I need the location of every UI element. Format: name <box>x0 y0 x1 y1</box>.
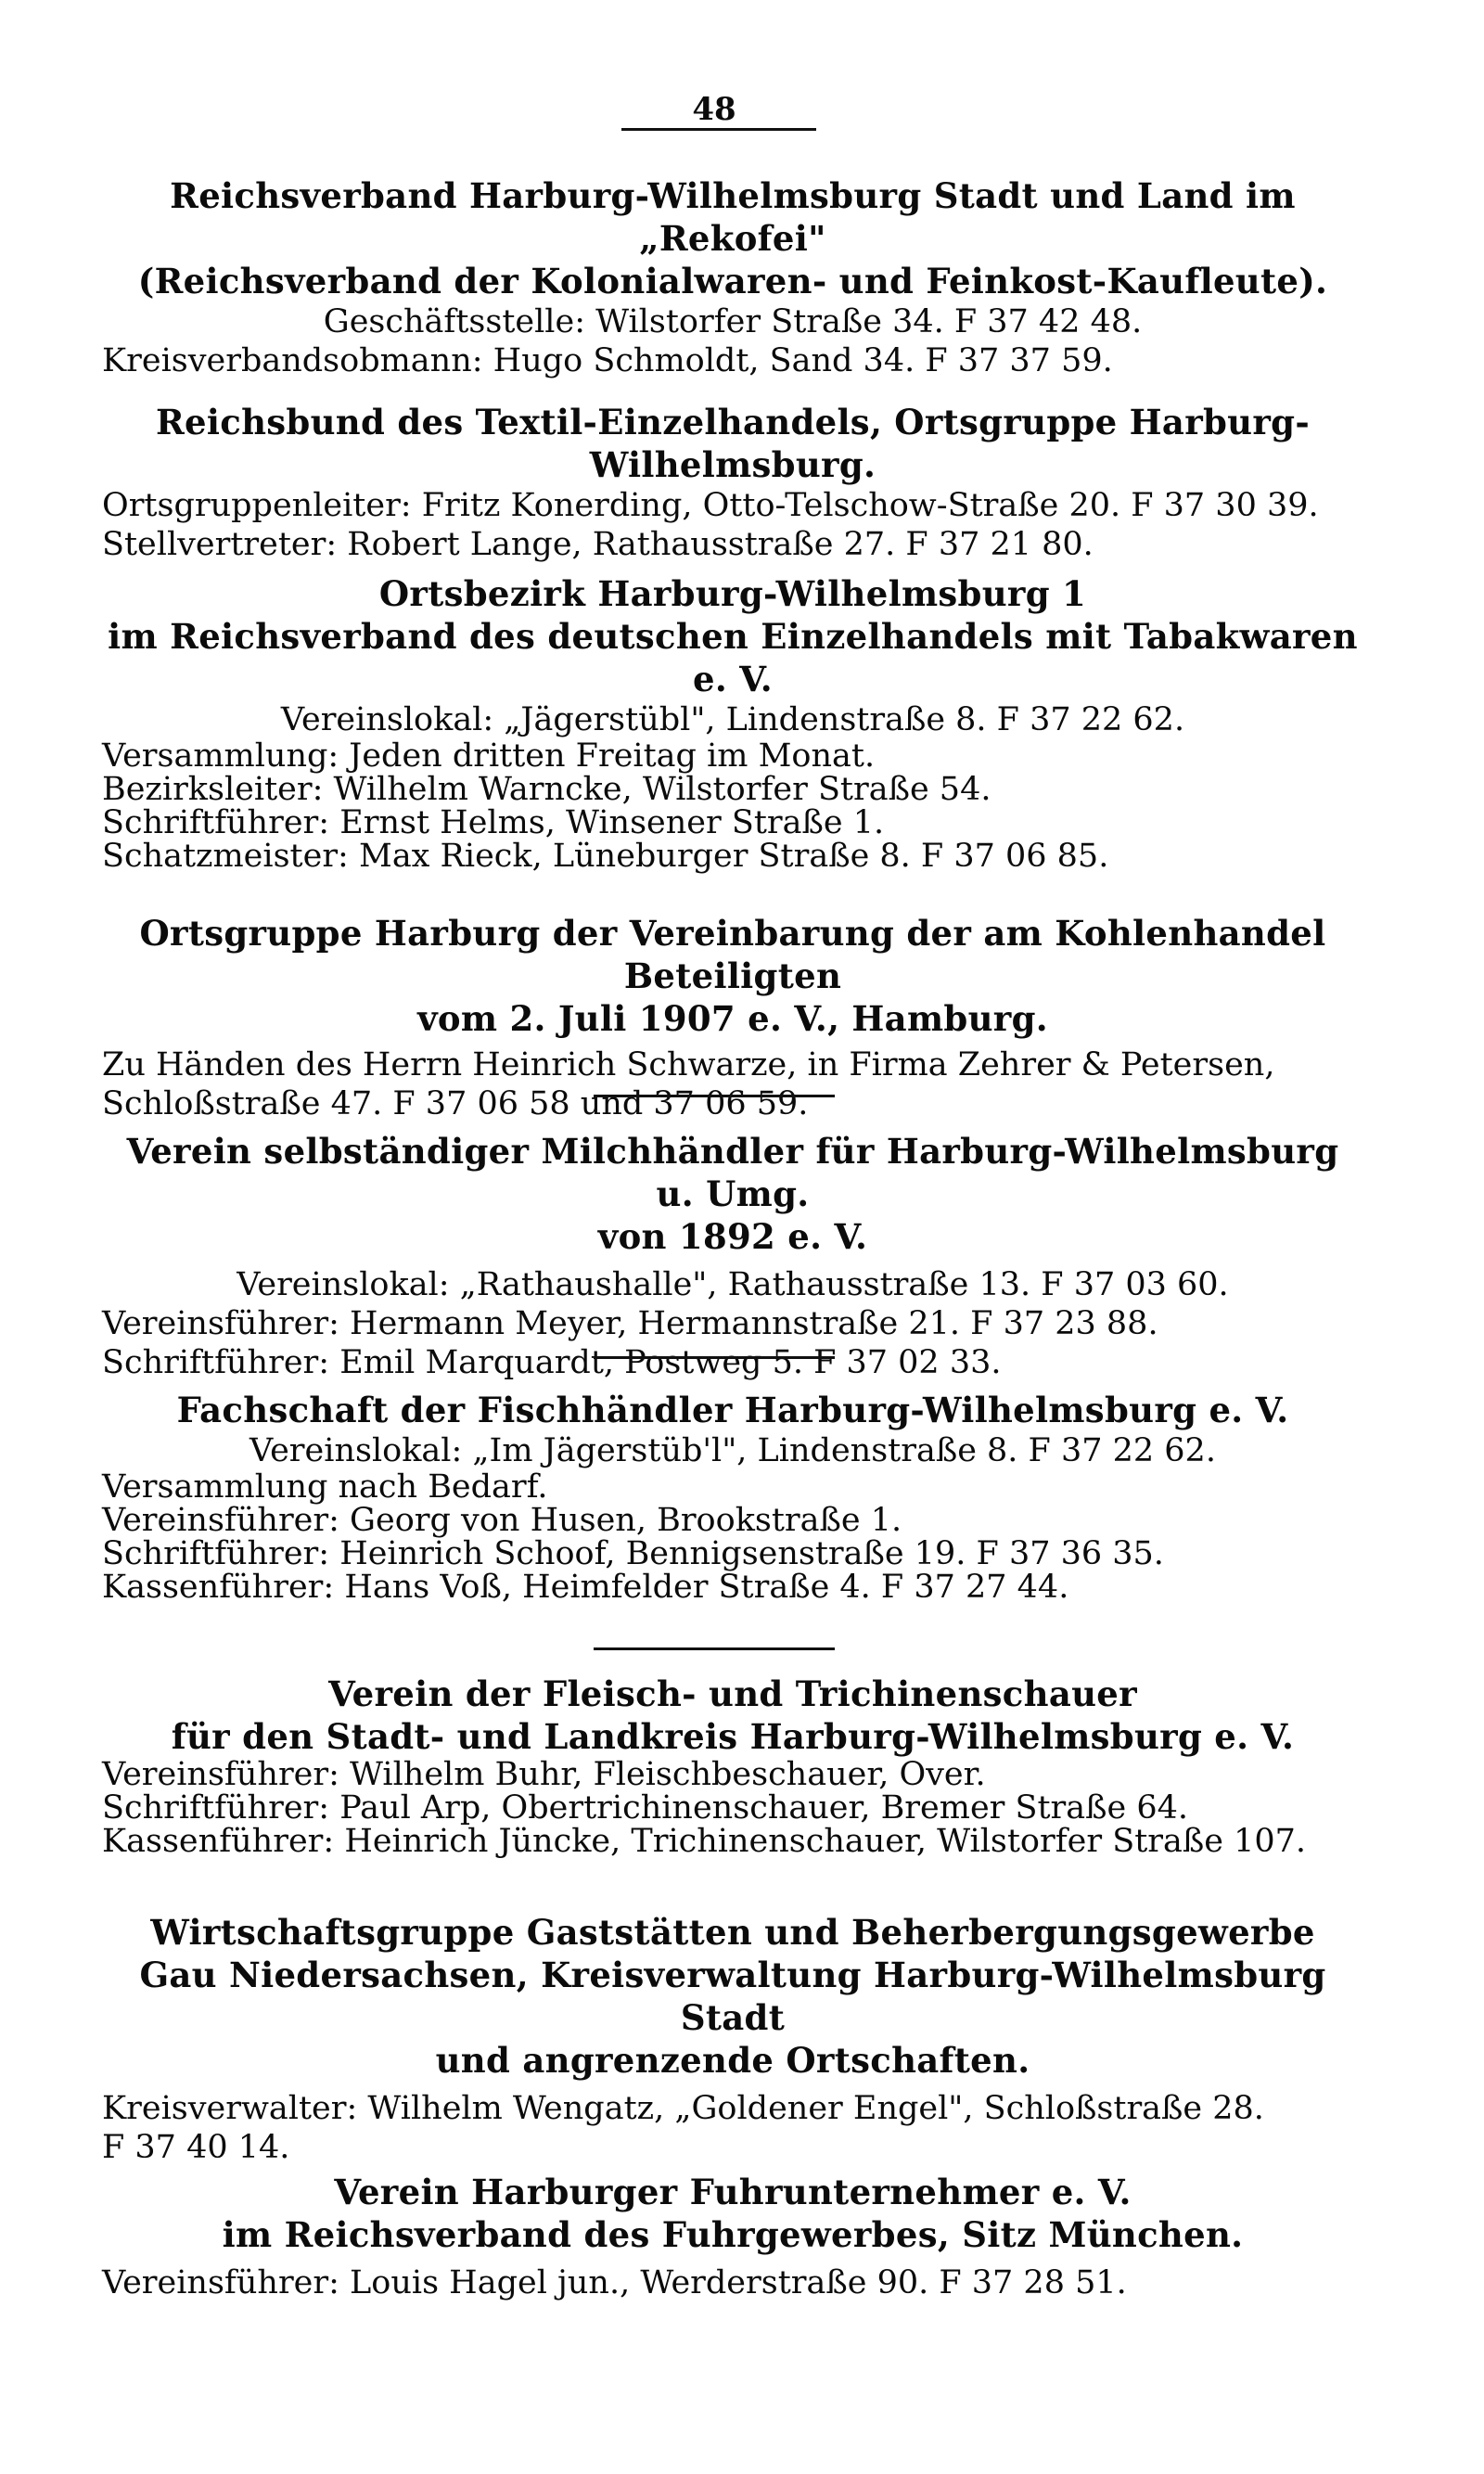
section-milchhaendler <box>102 1130 1363 1382</box>
separator-rule <box>594 1095 835 1097</box>
section-heading: vom 2. Juli 1907 e. V., Hamburg. <box>417 998 1048 1039</box>
section-kohlenhandel <box>102 912 1363 1123</box>
section-line: Schriftführer: Ernst Helms, Winsener Straße 1. <box>102 804 885 841</box>
section-heading: Wirtschaftsgruppe Gaststätten und Beherbergungsgewerbe <box>150 1912 1315 1953</box>
section-heading: (Reichsverband der Kolonialwaren- und Feinkost-Kaufleute). <box>137 261 1328 301</box>
section-heading: Reichsbund des Textil-Einzelhandels, Ortsgruppe Harburg-Wilhelmsburg. <box>156 402 1310 485</box>
section-heading: Verein selbständiger Milchhändler für Harburg-Wilhelmsburg u. Umg. <box>126 1131 1339 1214</box>
section-line: F 37 40 14. <box>102 2129 290 2166</box>
section-address: Vereinslokal: „Im Jägerstüb'l", Lindenstraße 8. F 37 22 62. <box>249 1432 1216 1469</box>
section-line: Schriftführer: Heinrich Schoof, Bennigsenstraße 19. F 37 36 35. <box>102 1535 1164 1572</box>
page-number: 48 <box>692 91 736 128</box>
section-line: Kassenführer: Hans Voß, Heimfelder Straße 4. F 37 27 44. <box>102 1569 1069 1606</box>
section-textil <box>102 401 1363 564</box>
section-line: Versammlung nach Bedarf. <box>102 1468 548 1506</box>
section-line: Bezirksleiter: Wilhelm Warncke, Wilstorfer Straße 54. <box>102 771 991 808</box>
section-heading: im Reichsverband des deutschen Einzelhandels mit Tabakwaren e. V. <box>108 616 1358 699</box>
section-lines <box>102 1470 1363 1604</box>
section-address: Vereinslokal: „Jägerstübl", Lindenstraße 8. F 37 22 62. <box>280 701 1185 738</box>
section-heading: und angrenzende Ortschaften. <box>435 2040 1030 2081</box>
top-rule <box>621 128 816 131</box>
section-rekofei <box>102 174 1363 380</box>
section-heading: Verein der Fleisch- und Trichinenschauer <box>328 1673 1137 1714</box>
separator-rule <box>594 1356 835 1359</box>
section-heading: Verein Harburger Fuhrunternehmer e. V. <box>334 2172 1132 2212</box>
section-heading: für den Stadt- und Landkreis Harburg-Wilhelmsburg e. V. <box>171 1716 1295 1757</box>
section-line: Schriftführer: Emil Marquardt, Postweg 5. F 37 02 33. <box>102 1344 1002 1381</box>
section-line: Zu Händen des Herrn Heinrich Schwarze, in Firma Zehrer & Petersen, <box>102 1046 1275 1083</box>
section-line: Schloßstraße 47. F 37 06 58 und 37 06 59. <box>102 1085 809 1122</box>
section-lines <box>102 739 1363 873</box>
section-heading: Reichsverband Harburg-Wilhelmsburg Stadt und Land im „Rekofei" <box>170 175 1296 259</box>
section-fuhrunternehmer <box>102 2171 1363 2302</box>
section-heading: Fachschaft der Fischhändler Harburg-Wilhelmsburg e. V. <box>176 1390 1289 1430</box>
section-line: Versammlung: Jeden dritten Freitag im Monat. <box>102 737 876 775</box>
section-lines <box>102 1758 1363 1858</box>
section-line: Vereinsführer: Georg von Husen, Brookstraße 1. <box>102 1502 902 1539</box>
section-gaststaetten <box>102 1911 1363 2167</box>
separator-rule <box>594 1647 835 1650</box>
section-line: Vereinsführer: Louis Hagel jun., Werderstraße 90. F 37 28 51. <box>102 2264 1127 2301</box>
section-line: Vereinsführer: Hermann Meyer, Hermannstraße 21. F 37 23 88. <box>102 1305 1158 1342</box>
section-heading: Ortsgruppe Harburg der Vereinbarung der am Kohlenhandel Beteiligten <box>139 913 1326 996</box>
section-fischhaendler <box>102 1389 1363 1604</box>
section-heading: Gau Niedersachsen, Kreisverwaltung Harburg-Wilhelmsburg Stadt <box>139 1955 1326 2038</box>
section-line: Kreisverbandsobmann: Hugo Schmoldt, Sand 34. F 37 37 59. <box>102 342 1113 379</box>
section-heading: von 1892 e. V. <box>597 1216 868 1257</box>
section-line: Stellvertreter: Robert Lange, Rathausstraße 27. F 37 21 80. <box>102 526 1094 563</box>
section-line: Schriftführer: Paul Arp, Obertrichinenschauer, Bremer Straße 64. <box>102 1789 1189 1827</box>
section-line: Ortsgruppenleiter: Fritz Konerding, Otto-Telschow-Straße 20. F 37 30 39. <box>102 487 1319 524</box>
section-line: Kreisverwalter: Wilhelm Wengatz, „Goldener Engel", Schloßstraße 28. <box>102 2090 1264 2127</box>
section-heading: Ortsbezirk Harburg-Wilhelmsburg 1 <box>378 573 1087 614</box>
section-fleischschauer <box>102 1673 1363 1858</box>
section-address: Vereinslokal: „Rathaushalle", Rathausstraße 13. F 37 03 60. <box>237 1266 1229 1303</box>
section-address: Geschäftsstelle: Wilstorfer Straße 34. F 37 42 48. <box>323 303 1143 340</box>
section-line: Schatzmeister: Max Rieck, Lüneburger Straße 8. F 37 06 85. <box>102 838 1109 875</box>
section-line: Kassenführer: Heinrich Jüncke, Trichinenschauer, Wilstorfer Straße 107. <box>102 1823 1307 1860</box>
section-line: Vereinsführer: Wilhelm Buhr, Fleischbeschauer, Over. <box>102 1756 986 1793</box>
section-heading: im Reichsverband des Fuhrgewerbes, Sitz München. <box>222 2214 1244 2255</box>
section-tabakwaren <box>102 572 1363 873</box>
